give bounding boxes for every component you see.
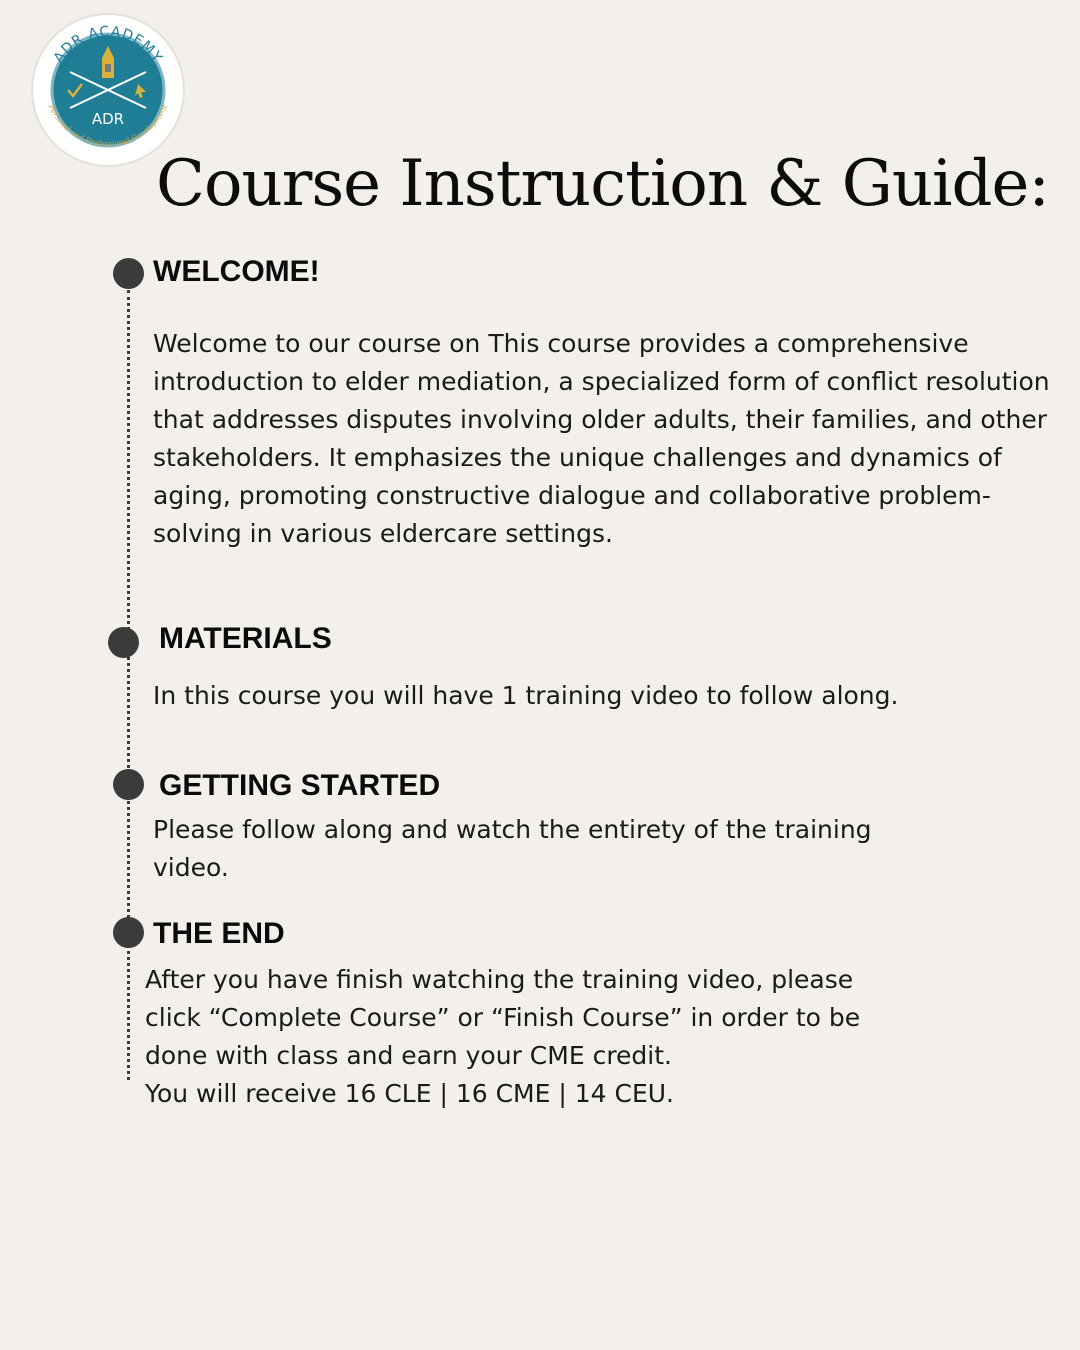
getting-started-body: Please follow along and watch the entirety of the training video. [153,815,872,882]
logo-ring-text: ADR ACADEMY [50,23,166,66]
materials-body: In this course you will have 1 training video to follow along. [153,681,899,710]
timeline-dot-the-end [113,917,144,948]
getting-started-heading: GETTING STARTED [159,769,441,802]
the-end-instructions: After you have finish watching the training video, please click “Complete Course” or “Finish Course” in order to be done with class and earn your CME credit. [145,965,861,1070]
welcome-body: Welcome to our course on This course provides a comprehensive introduction to elder mediation, a specialized form of conflict resolution that addresses disputes involving older adults, their families, and other stakeholders. It emphasizes the unique challenges and dynamics of aging, promoting constructive dialogue and collaborative problem-solving in various eldercare settings. [153,329,1050,548]
welcome-heading: WELCOME! [153,255,320,288]
logo-tagline: Personal and Professional Development [46,103,170,149]
logo-seal-icon [30,12,186,168]
adr-academy-logo [30,12,186,168]
the-end-heading: THE END [153,917,285,950]
timeline-dot-welcome [113,258,144,289]
page-title: Course Instruction & Guide: [156,147,1049,221]
the-end-credits: You will receive 16 CLE | 16 CME | 14 CEU. [145,1079,674,1108]
materials-heading: MATERIALS [159,622,332,655]
logo-center-text: ADR [91,110,125,128]
timeline-dot-getting-started [113,769,144,800]
timeline-dot-materials [108,627,139,658]
the-end-body [145,961,915,1113]
timeline-connector [127,290,130,1080]
